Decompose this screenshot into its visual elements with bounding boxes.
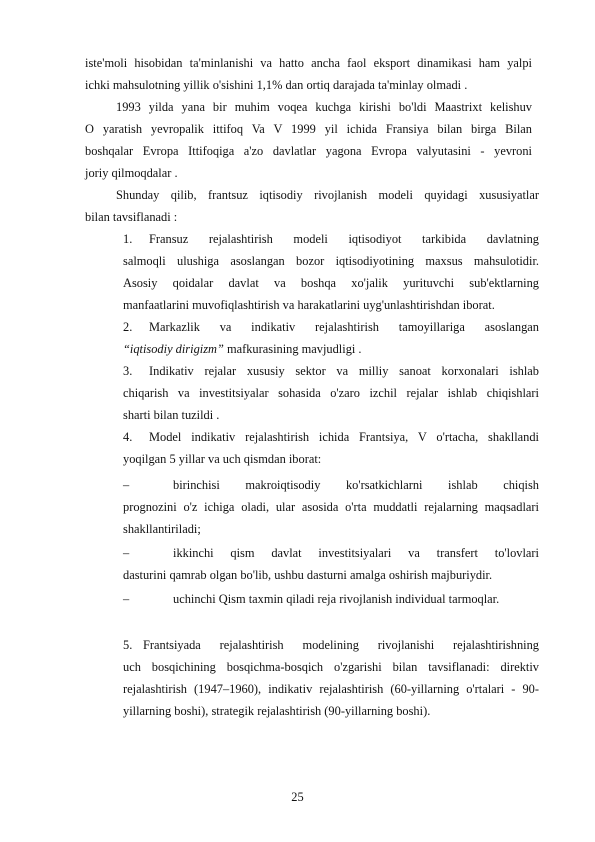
text-line: chiqarish va investitsiyalar sohasida o'zaro izchil rejalar ishlab chiqishlari xyxy=(123,386,539,400)
text-line xyxy=(123,426,539,448)
item-number: 3. xyxy=(123,364,133,378)
text-line: dasturini qamrab olgan bo'lib, ushbu dasturni amalga oshirish majburiydir. xyxy=(123,568,493,582)
text-line: bilan tavsiflanadi : xyxy=(85,210,178,224)
item-number: 2. xyxy=(123,320,133,334)
text-line: iste'moli hisobidan ta'minlanishi va hatto ancha faol eksport dinamikasi ham yalpi xyxy=(85,56,532,70)
text-line: uch bosqichining bosqichma-bosqich o'zgarishi bilan tavsiflanadi: direktiv xyxy=(123,660,539,674)
text-line: ichki mahsulotning yillik o'sishini 1,1% dan ortiq darajada ta'minlay olmadi . xyxy=(85,78,468,92)
text-line: O yaratish yevropalik ittifoq Va V 1999 yil ichida Fransiya bilan birga Bilan xyxy=(85,122,532,136)
numbered-item-1 xyxy=(123,228,539,316)
text-line: Asosiy qoidalar davlat va boshqa xo'jalik yurituvchi sub'ektlarning xyxy=(123,276,539,290)
dash-item-2 xyxy=(123,542,539,586)
text-line xyxy=(123,316,539,338)
text-line xyxy=(123,634,539,656)
dash-marker: – xyxy=(123,478,130,492)
item-text: Frantsiyada rejalashtirish modelining rivojlanishi rejalashtirishning xyxy=(143,638,539,652)
dash-item-3 xyxy=(123,588,539,610)
text-line: yillarning boshi), strategik rejalashtirish (90-yillarning boshi). xyxy=(123,704,431,718)
dash-marker: – xyxy=(123,546,130,560)
item-text: uchinchi Qism taxmin qiladi reja rivojlanish individual tarmoqlar. xyxy=(173,592,500,606)
paragraph-3 xyxy=(85,184,539,228)
item-number: 1. xyxy=(123,232,133,246)
text-line xyxy=(123,542,539,564)
item-text: Model indikativ rejalashtirish ichida Frantsiya, V o'rtacha, shakllandi xyxy=(149,430,539,444)
item-text: Indikativ rejalar xususiy sektor va milliy sanoat korxonalari ishlab xyxy=(149,364,539,378)
paragraph-1 xyxy=(85,52,532,96)
item-number: 5. xyxy=(123,638,133,652)
item-text: Fransuz rejalashtirish modeli iqtisodiyot tarkibida davlatning xyxy=(149,232,539,246)
text-line: prognozini o'z ichiga oladi, ular asosida o'rta muddatli rejalarning maqsadlari xyxy=(123,500,539,514)
text-line xyxy=(123,474,539,496)
text-line: joriy qilmoqdalar . xyxy=(85,166,178,180)
text-line: manfaatlarini muvofiqlashtirish va harakatlarini uyg'unlashtirishdan iborat. xyxy=(123,298,495,312)
text-line: Shunday qilib, frantsuz iqtisodiy rivojlanish modeli quyidagi xususiyatlar xyxy=(116,188,539,202)
italic-term: “iqtisodiy dirigizm” xyxy=(123,342,224,356)
page-number: 25 xyxy=(291,790,304,804)
numbered-item-2 xyxy=(123,316,539,360)
text-line: boshqalar Evropa Ittifoqiga a'zo davlatlar yagona Evropa valyutasini - yevroni xyxy=(85,144,532,158)
text-line: salmoqli ulushiga asoslangan bozor iqtisodiyotining maxsus mahsulotidir. xyxy=(123,254,539,268)
item-text: mafkurasining mavjudligi . xyxy=(223,342,362,356)
text-line xyxy=(123,588,539,610)
numbered-item-3 xyxy=(123,360,539,426)
text-line xyxy=(123,228,539,250)
text-line xyxy=(123,338,539,360)
text-line xyxy=(123,360,539,382)
dash-marker: – xyxy=(123,592,130,606)
dash-item-1 xyxy=(123,474,539,540)
text-line: shakllantiriladi; xyxy=(123,522,201,536)
numbered-item-4 xyxy=(123,426,539,470)
item-text: Markazlik va indikativ rejalashtirish tamoyillariga asoslangan xyxy=(149,320,539,334)
text-line: 1993 yilda yana bir muhim voqea kuchga kirishi bo'ldi Maastrixt kelishuv xyxy=(116,100,532,114)
item-text: ikkinchi qism davlat investitsiyalari va transfert to'lovlari xyxy=(173,546,539,560)
paragraph-2 xyxy=(85,96,532,184)
item-number: 4. xyxy=(123,430,133,444)
text-line: rejalashtirish (1947–1960), indikativ rejalashtirish (60-yillarning o'rtalari - 90- xyxy=(123,682,539,696)
text-line: sharti bilan tuzildi . xyxy=(123,408,220,422)
numbered-item-5 xyxy=(123,634,539,722)
item-text: birinchisi makroiqtisodiy ko'rsatkichlarni ishlab chiqish xyxy=(173,478,539,492)
text-line: yoqilgan 5 yillar va uch qismdan iborat: xyxy=(123,452,322,466)
